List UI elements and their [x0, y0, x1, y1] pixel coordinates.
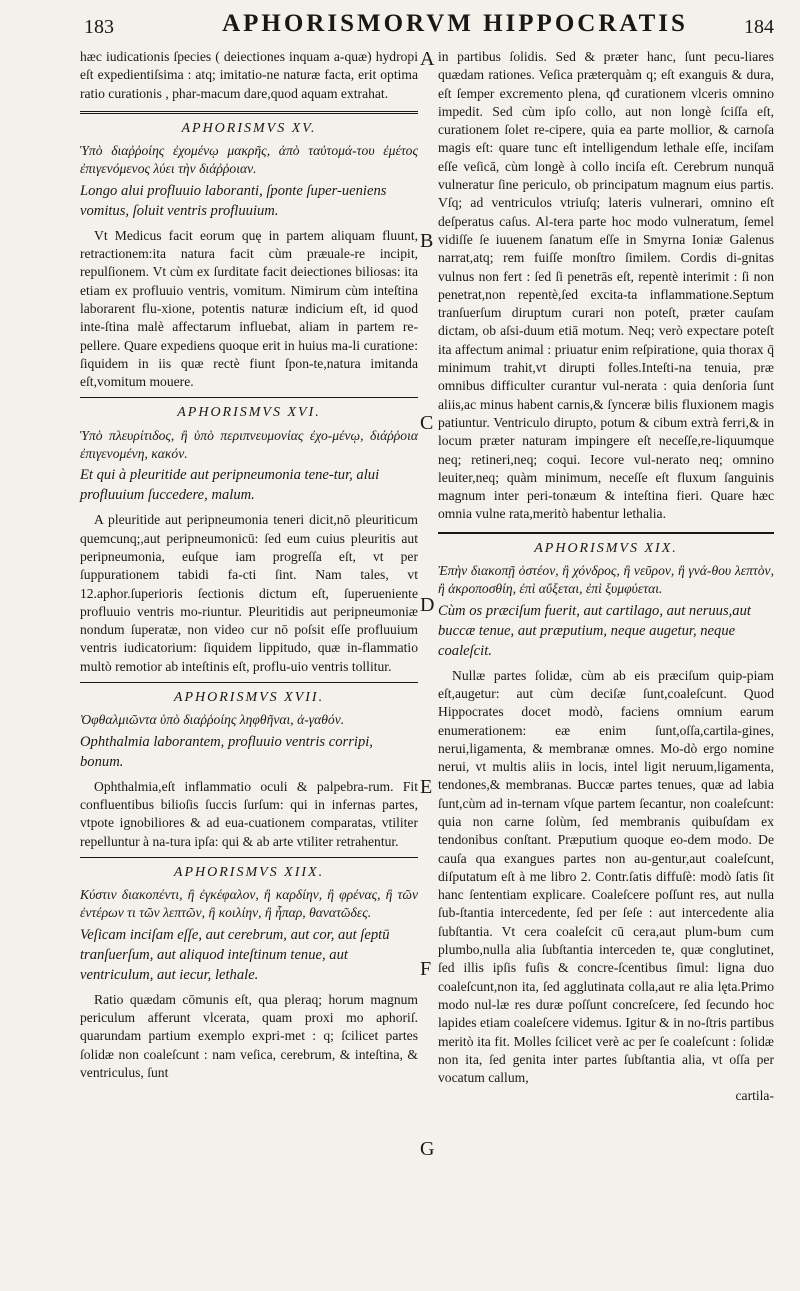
- section-rule: [438, 532, 774, 534]
- aphorism-15-heading: APHORISMVS XV.: [181, 120, 317, 136]
- catchword: cartila-: [735, 1088, 774, 1104]
- aphorism-19-greek: Ἐπὴν διακοπῇ ὀστέον, ἢ χόνδρος, ἢ νεῦρον, ἢ γνά-θου λεπτὸν, ἢ ἀκροποσθίη, ἐπὶ αὔξεται, ἐπὶ ξυμφύεται.: [438, 563, 774, 597]
- section-rule: [80, 397, 418, 398]
- marginal-letter-b: B: [420, 230, 434, 252]
- aphorism-16-heading: APHORISMVS XVI.: [177, 405, 321, 421]
- marginal-letter-c: C: [420, 412, 434, 434]
- marginal-letter-d: D: [420, 594, 435, 616]
- aphorism-16-greek: Ὑπὸ πλευρίτιδος, ἢ ὑπὸ περιπνευμονίας ἐχο-μένῳ, διάῤῥοια ἐπιγενομένη, κακόν.: [80, 427, 418, 462]
- aphorism-17-heading: APHORISMVS XVII.: [173, 690, 325, 706]
- marginal-letter-f: F: [420, 958, 432, 980]
- aphorism-15-latin: Longo alui profluuio laboranti, ſponte ſuper-ueniens vomitus, ſoluit ventris profluuium.: [80, 182, 387, 219]
- left-column: [80, 48, 418, 1082]
- section-rule: [80, 111, 418, 114]
- section-rule: [80, 682, 418, 683]
- continued-commentary: in partibus ſolidis. Sed & præter hanc, ſunt pecu-liares quædam rationes. Veſica præterquàm q; eſt exanguis & dura, eſt ſemper excremento plena, qđ curationem vlceris omnino impedit. Sed cùm ipſo collo, aut non longè ſciſſa eſt, curationem ſolet re-cipere, quia ea parte mollior, & carnoſa magis eſt: quare tunc eſt intelligendum lethale eſſe, inciſam eſſe veſicā, cùm longè à collo inciſa eſt. Cerebrum nunquā vulneratur ſine periculo, ob principatum magnum eius partis. Vſq; ad ventriculos vtriuſq; lateris vulnerari, omnino eſt deſperatus caſus. Al-tera parte hoc modo vulneratum, ſemel vidiſſe ſe iuuenem ſanatum eſſe in Smyrna Ioniæ Galenus narrat,atq; rem fuiſſe monſtro ſimilem. Cordis di-gnitas vulnus non fert : ſed ſi penetrās eſt, repentè interimit : ſi non penetrat,non repentè,ſed excita-ta inflammatione.Septum tranſuerſum diruptum curari non poteſt, præter cauſam dictam, ob aſsi-duum etiā motum. Neq; verò expectare poteſt ita affectum animal : priuatur enim reſpiratione, quia thorax q̄ minimum trahit,vt dirupti folles.Inteſti-na tenuia, præ omnibus difficulter curantur vul-nerata : quia denſoria ſunt aliis,ac minus habent carnis,& ſynceræ bilis fluxionem magis patiuntur. Ventriculo dirupto, potum & cibum extrà ferri,& in locum præter naturam impingere eſt neceſſe,re-liquumque neq; retineri,neq; coqui. Iecore vul-nerato neq; omnino leuiter,neq; quàm minimum, neceſſe eſt fluxum ſanguinis magnum inter peri-tonæum & inteſtina fieri. Quare hæc omnia vulne rata,meritò habentur lethalia.: [438, 49, 774, 522]
- running-header: [0, 6, 800, 46]
- aphorism-18-greek: Κύστιν διακοπέντι, ἢ ἐγκέφαλον, ἢ καρδίην, ἢ φρένας, ἢ τῶν ἐντέρων τι τῶν λεπτῶν, ἢ κοιλίην, ἢ ἧπαρ, θανατῶδες.: [80, 887, 418, 921]
- section-rule: [80, 857, 418, 858]
- aphorism-18-heading: APHORISMVS XIIX.: [173, 864, 325, 880]
- right-column: [438, 48, 774, 1106]
- marginal-letter-e: E: [420, 776, 433, 798]
- aphorism-15-commentary: Vt Medicus facit eorum quę in partem aliquam fluunt, retractionem:ita natura facit cùm præuale-re incipit, repulſionem. Vt cùm ex ſurditate facit deiectiones biliosas: ita etiam ex profluuio ventris, vomitum. Nimirum cùm inteſtina laborarent flu-xione, potentis naturæ indicium eſt, id quod inte-ſtina malè affectarum influebat, aliam in partem re-pellere. Quare expediens quoque erit in huius ma-li curatione: ſiquidem in iis quæ rectè fiunt ſpon-te,natura imitanda eſt,vomitum mouere.: [80, 227, 418, 390]
- aphorism-16-latin: Et qui à pleuritide aut peripneumonia tene-tur, alui profluuium ſuccedere, malum.: [80, 467, 380, 504]
- aphorism-19-commentary: Nullæ partes ſolidæ, cùm ab eis præciſum quip-piam eſt,augetur: aut cùm deciſæ ſunt,coaleſcunt. Quod Hippocrates docet modò, faciens omnium earum enumerationem: eæ enim ſunt,oſſa,cartila-gines, nerui,ligamenta, & membranæ omnes. Mo-dò ergo nomine nerui, vt multis aliis in locis, intel ligit neruum,ligamenta, tendones,& membranas. Buccæ partes tenues, quæ ad labia ſunt,cùm ad in-ternam vſque partem ſecantur, non coaleſcunt: quia non carne ſolùm, ſed membranis quibuſdam ex tendonibus conſtant. Præputium quoque eo-dem modo. De cauſa qua exangues partes non au-gentur,aut coaleſcunt, diſputatum eſt à me libro 2. Contr.ſatis diffuſè: modò ſatis ſit hanc ſententiam explicare. Coaleſcere poſſunt res, aut nulla ſub-ſtantia intercedente, ſed per ſeſe : aut intercedente alia ſubſtantia. Vt cera coaleſcit cū cera,aut plum-bum cum plumbo,nulla alia ſubſtantia interceden te, quæ conglutinet, ſed illis ipſis fuſis & concre-ſcentibus ſimul: ligna duo coaleſcunt,non ita, ſed agglutinata colla,aut re alia lęta.Primo modo nul-læ res duræ poſſunt concreſcere, ſed ſecundo hoc lapides etiam coaleſcere videmus. Igitur & in no-ſtris partibus meritò ita fit. Molles ſcilicet verè ac per ſe coaleſcunt : ſolidæ non ita, ſed genita inter partes ſubſtantia alia, vt oſſa per vocatum callum,: [438, 667, 774, 1086]
- page-number-right: 184: [744, 16, 774, 38]
- aphorism-18-latin: Veſicam inciſam eſſe, aut cerebrum, aut cor, aut ſeptū tranſuerſum, aut aliquod inteſtinum tenue, aut ventriculum, aut iecur, lethale.: [80, 926, 390, 983]
- aphorism-16-commentary: A pleuritide aut peripneumonia teneri dicit,nō pleuriticum quemcunq;,aut peripneumonicū: ſed eum cuius pleuritis aut peripneumonia, euſque iam progreſſa eſt, vt per ſuppurationem tabidi fa-cti ſint. Nam tales, vt 12.aphor.ſuperioris ſectionis dictum eſt, ſuperueniente profluuio ventris mo-riuntur. Pleuritidis aut peripneumoniæ nondum ſuperatæ, non video cur nō poſsit eſſe profluuium ventris iudicatorium: ſiquidem lippitudo, quæ in-flammatio multò remotior ab inteſtinis eſt, proflu-uio ventris tollitur.: [80, 512, 418, 674]
- marginal-letter-g: G: [420, 1138, 435, 1160]
- aphorism-17-latin: Ophthalmia laborantem, profluuio ventris corripi, bonum.: [80, 733, 373, 770]
- aphorism-17-greek: Ὀφθαλμιῶντα ὑπὸ διαῤῥοίης ληφθῆναι, ἀ-γαθόν.: [80, 712, 345, 728]
- aphorism-17-commentary: Ophthalmia,eſt inflammatio oculi & palpebra-rum. Fit confluentibus bilioſis ſuccis ſurſum: qui in infernas partes, vtpote ignobiliores & ad eua-cuationem comparatas, vtiliter repelluntur à na-tura ipſa: qui & ab arte vtiliter retrahentur.: [80, 778, 418, 849]
- aphorism-19-latin: Cùm os præciſum fuerit, aut cartilago, aut neruus,aut buccæ tenue, aut præputium, neque augetur, neque coaleſcit.: [438, 602, 751, 659]
- running-title: APHORISMORVM HIPPOCRATIS: [222, 10, 688, 37]
- intro-paragraph: hæc iudicationis ſpecies ( deiectiones inquam a-quæ) hydropi eſt expedientiſsima : atq; imitatio-ne naturæ facta, erit optima ratio curationis , phar-macum dare,quod aquam extrahat.: [80, 49, 418, 101]
- marginal-letter-a: A: [420, 48, 435, 70]
- page-number-left: 183: [84, 16, 114, 38]
- aphorism-15-greek: Ὑπὸ διαῤῥοίης ἐχομένῳ μακρῆς, ἀπὸ ταὐτομά-του ἐμέτος ἐπιγενόμενος λύει τὴν διάῤῥοιαν.: [80, 143, 418, 177]
- aphorism-18-commentary: Ratio quædam cōmunis eſt, qua pleraq; horum magnum periculum afferunt vlcerata, quam proxi mo aphoriſ. quarundam partium exemplo expri-met : q; ſcilicet partes ſolidæ non coaleſcunt : nam veſica, cerebrum, & inteſtina, & ventriculus, ſunt: [80, 991, 418, 1080]
- aphorism-19-heading: APHORISMVS XIX.: [534, 540, 678, 556]
